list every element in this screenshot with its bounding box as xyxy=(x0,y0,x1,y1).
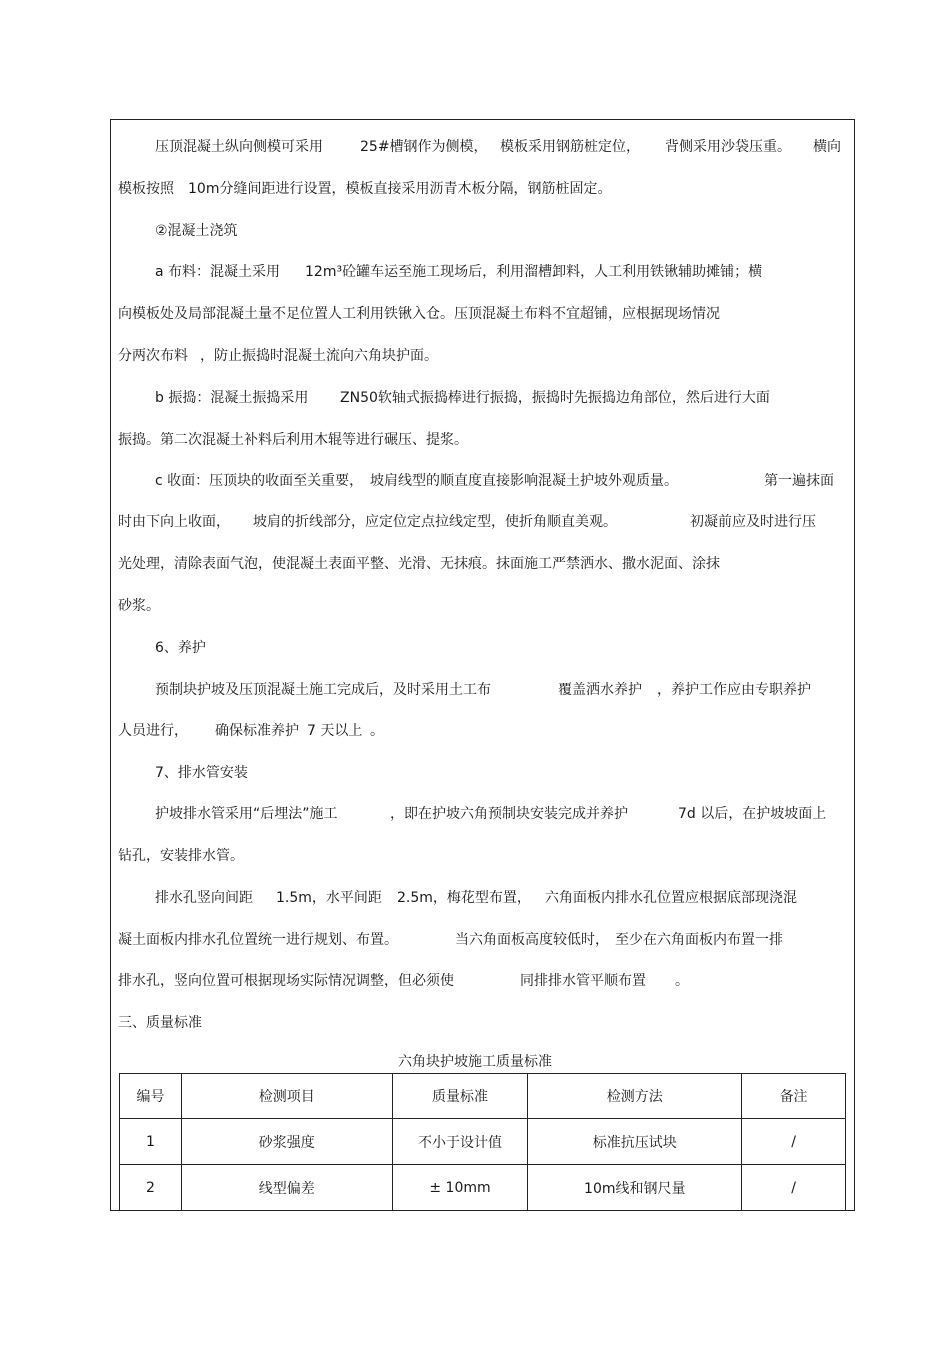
section-heading: 三、质量标准 xyxy=(118,1015,202,1031)
text-line: 向模板处及局部混凝土量不足位置人工利用铁锹入仓。压顶混凝土布料不宜超铺，应根据现场情况 xyxy=(118,306,720,322)
text-line: 预制块护坡及压顶混凝土施工完成后，及时采用土工布 xyxy=(155,682,491,698)
quality-standard-table xyxy=(119,1073,846,1211)
text-line: 分两次布料 xyxy=(118,348,188,364)
text-line: 模板采用钢筋桩定位， xyxy=(500,139,640,155)
table-cell: 标准抗压试块 xyxy=(528,1119,742,1165)
table-cell: 砂浆强度 xyxy=(181,1119,392,1165)
text-line: c 收面：压顶块的收面至关重要， xyxy=(155,473,364,489)
text-line: 光处理，清除表面气泡，使混凝土表面平整、光滑、无抹痕。抹面施工严禁洒水、撒水泥面、涂抹 xyxy=(118,556,720,572)
text-line: 钻孔，安装排水管。 xyxy=(118,848,244,864)
table-cell: 2 xyxy=(120,1165,182,1211)
table-cell: 1 xyxy=(120,1119,182,1165)
text-line: 12m³砼罐车运至施工现场后，利用溜槽卸料，人工利用铁锹辅助摊铺；横 xyxy=(305,264,763,280)
text-line: 横向 xyxy=(813,139,841,155)
text-line: 时由下向上收面， xyxy=(118,514,230,530)
header-cell: 编号 xyxy=(120,1074,182,1119)
text-line: ，养护工作应由专职养护 xyxy=(657,682,811,698)
text-line: 2.5m，梅花型布置， xyxy=(397,890,531,906)
header-cell: 检测项目 xyxy=(181,1074,392,1119)
text-line: 砂浆。 xyxy=(118,598,160,614)
table-cell: 10m线和钢尺量 xyxy=(528,1165,742,1211)
table-cell: / xyxy=(742,1165,846,1211)
text-line: 至少在六角面板内布置一排 xyxy=(615,932,783,948)
text-line: ，即在护坡六角预制块安装完成并养护 xyxy=(390,806,628,822)
text-line: 7d 以后，在护坡坡面上 xyxy=(678,806,827,822)
text-line: 六角面板内排水孔位置应根据底部现浇混 xyxy=(545,890,797,906)
table-header-row xyxy=(120,1074,846,1119)
table-cell: 不小于设计值 xyxy=(392,1119,528,1165)
text-line: 当六角面板高度较低时， xyxy=(455,932,609,948)
text-line: 排水孔竖向间距 xyxy=(155,890,253,906)
table-row xyxy=(120,1119,846,1165)
text-line: 25#槽钢作为侧模， xyxy=(360,139,488,155)
header-cell: 检测方法 xyxy=(528,1074,742,1119)
section-heading: 7、排水管安装 xyxy=(155,765,248,781)
text-line: 模板按照 xyxy=(118,181,174,197)
text-line: 覆盖洒水养护 xyxy=(558,682,642,698)
text-line: 振捣。第二次混凝土补料后利用木辊等进行碾压、提浆。 xyxy=(118,432,468,448)
text-line: 背侧采用沙袋压重。 xyxy=(665,139,791,155)
text-line: 凝土面板内排水孔位置统一进行规划、布置。 xyxy=(118,932,398,948)
text-line: 1.5m，水平间距 xyxy=(276,890,382,906)
text-line: 。 xyxy=(675,973,689,989)
text-line: 坡肩线型的顺直度直接影响混凝土护坡外观质量。 xyxy=(370,473,678,489)
text-line: 压顶混凝土纵向侧模可采用 xyxy=(155,139,323,155)
table-cell: 线型偏差 xyxy=(181,1165,392,1211)
text-line: ，防止振捣时混凝土流向六角块护面。 xyxy=(200,348,438,364)
page-frame xyxy=(110,119,855,1211)
header-cell: 备注 xyxy=(742,1074,846,1119)
table-caption: 六角块护坡施工质量标准 xyxy=(398,1054,552,1070)
text-line: 7 天以上 xyxy=(307,723,363,739)
table-row xyxy=(120,1165,846,1211)
text-line: 确保标准养护 xyxy=(215,723,299,739)
text-line: a 布料：混凝土采用 xyxy=(155,264,281,280)
table-cell: / xyxy=(742,1119,846,1165)
text-line: 人员进行， xyxy=(118,723,188,739)
text-line: 10m分缝间距进行设置，模板直接采用沥青木板分隔，钢筋桩固定。 xyxy=(188,181,612,197)
subheading: ②混凝土浇筑 xyxy=(155,223,238,239)
text-line: 第一遍抹面 xyxy=(764,473,834,489)
text-line: 同排排水管平顺布置 xyxy=(520,973,646,989)
text-line: 护坡排水管采用“后埋法”施工 xyxy=(155,806,338,822)
text-line: b 振捣：混凝土振捣采用 xyxy=(155,390,309,406)
text-line: 坡肩的折线部分，应定位定点拉线定型，使折角顺直美观。 xyxy=(253,514,617,530)
table-cell: ± 10mm xyxy=(392,1165,528,1211)
header-cell: 质量标准 xyxy=(392,1074,528,1119)
text-line: ZN50软轴式振捣棒进行振捣，振捣时先振捣边角部位，然后进行大面 xyxy=(340,390,770,406)
text-line: 。 xyxy=(370,723,384,739)
text-line: 排水孔，竖向位置可根据现场实际情况调整，但必须使 xyxy=(118,973,454,989)
text-line: 初凝前应及时进行压 xyxy=(690,514,816,530)
section-heading: 6、养护 xyxy=(155,640,206,656)
